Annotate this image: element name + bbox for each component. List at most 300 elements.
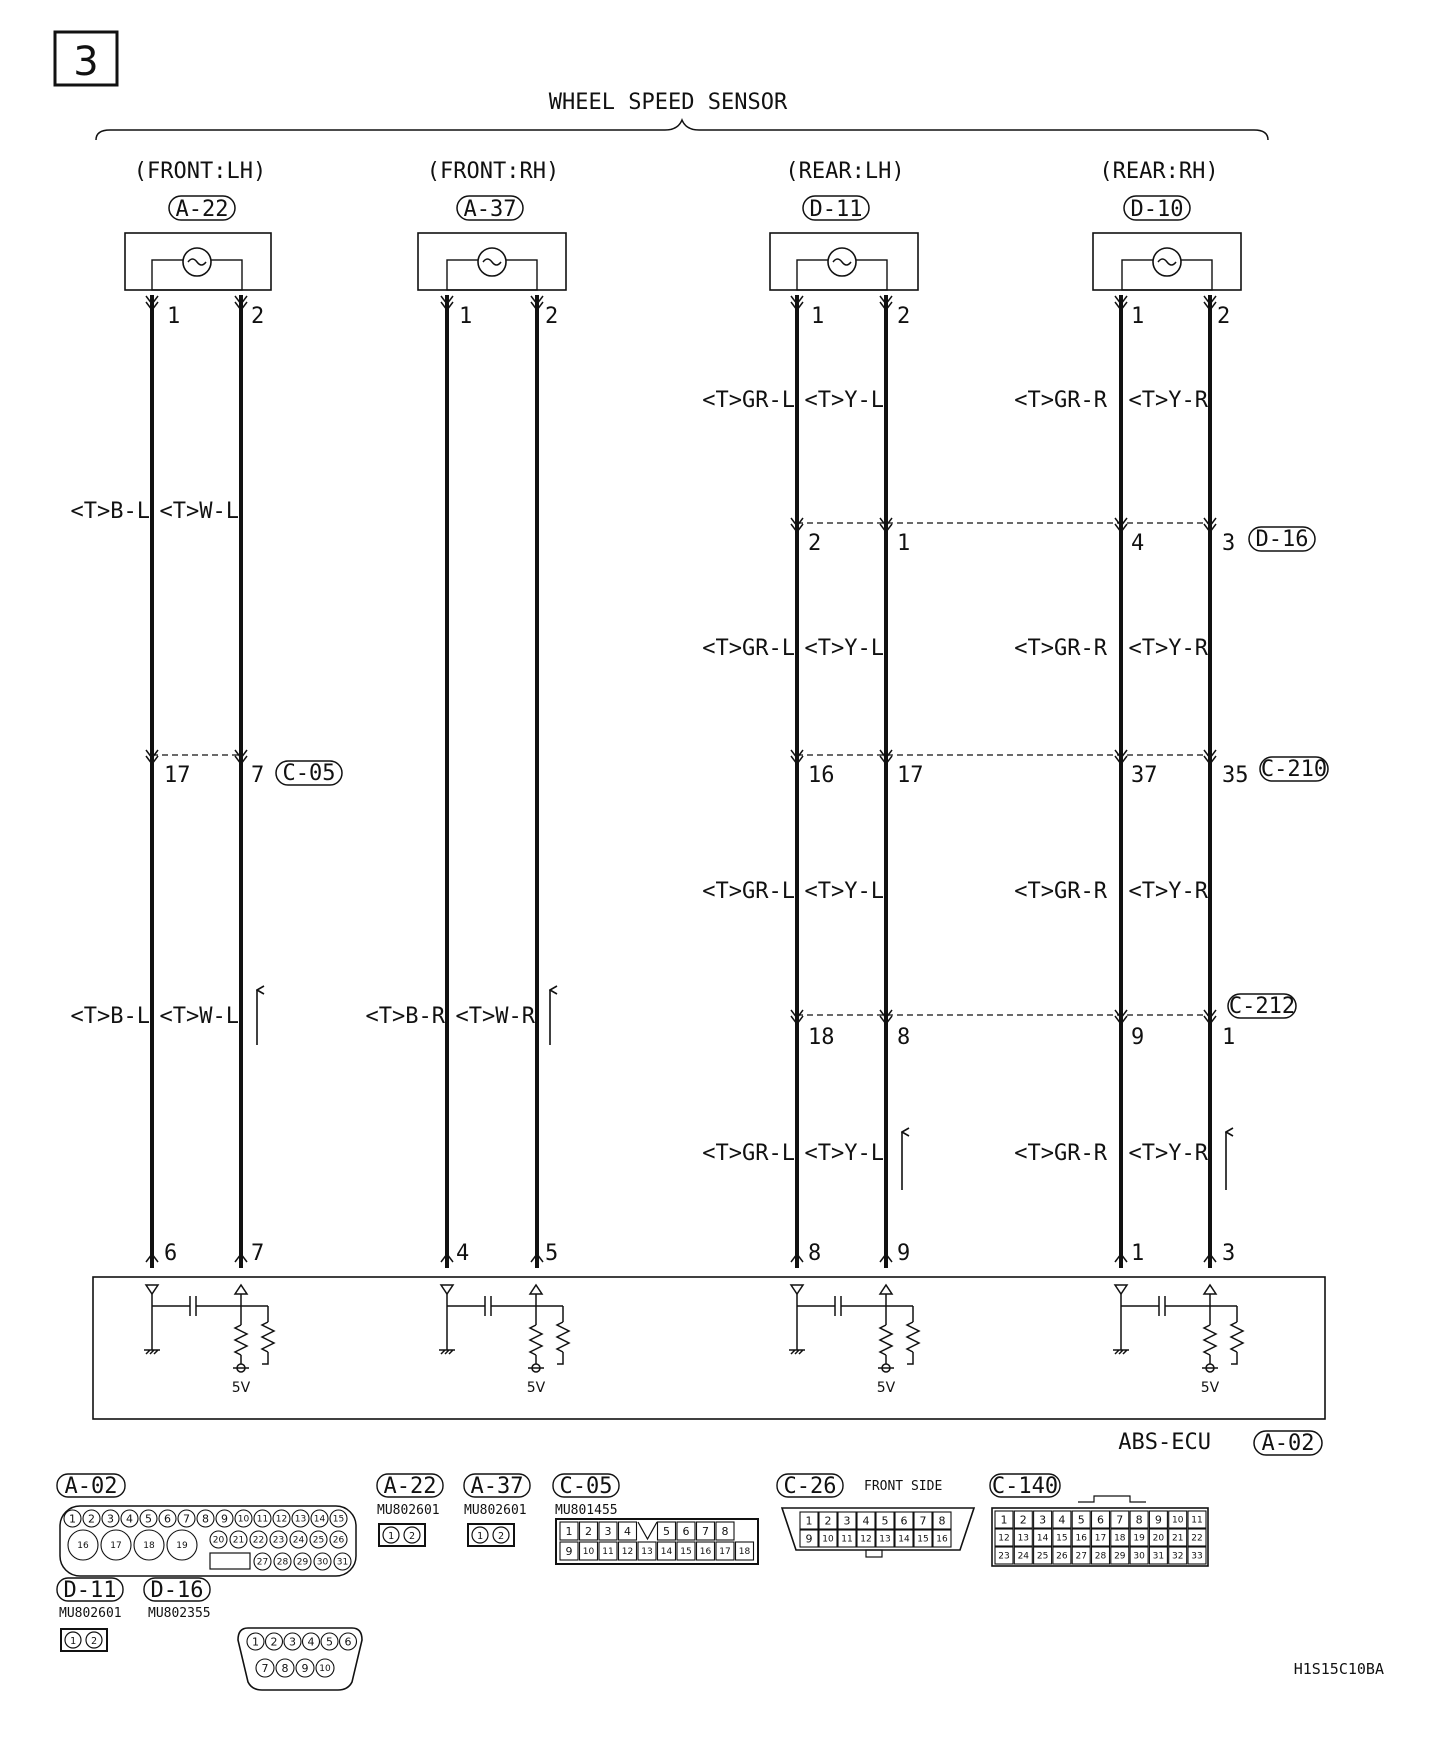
pin-label: 24	[1017, 1551, 1030, 1562]
connector-view-a22	[377, 1474, 443, 1546]
pin-label: 6	[344, 1635, 352, 1649]
pin-label: 18	[143, 1541, 155, 1552]
connector-pin	[296, 1659, 314, 1677]
part-number: MU801455	[555, 1503, 618, 1518]
pin-2: 2	[90, 1636, 98, 1647]
pin-number: 1	[1222, 1025, 1236, 1050]
connector-pin	[270, 1531, 287, 1548]
connector-pin	[857, 1512, 875, 1529]
pin-label: 32	[1171, 1551, 1184, 1562]
pin-2: 2	[251, 304, 265, 329]
pin-label: 6	[1097, 1513, 1104, 1527]
connector-id: C-140	[991, 1474, 1059, 1499]
part-number: MU802601	[59, 1606, 122, 1621]
pin-label: 4	[624, 1524, 631, 1538]
connector-pin	[276, 1659, 294, 1677]
pin-2: 2	[1217, 304, 1231, 329]
pin-label: 22	[1191, 1533, 1203, 1544]
pin-label: 15	[1056, 1533, 1068, 1544]
pin-label: 23	[272, 1535, 285, 1546]
connector-pin	[876, 1512, 894, 1529]
d16-pin-grid	[247, 1633, 357, 1677]
pin-label: 25	[312, 1535, 325, 1546]
connector-pin	[1169, 1511, 1187, 1528]
pin-label: 1	[805, 1514, 813, 1528]
pin-label: 7	[702, 1524, 709, 1538]
connector-pin	[995, 1547, 1013, 1564]
key-mark	[638, 1522, 657, 1539]
pin-1: 1	[387, 1531, 395, 1542]
page-number-box	[55, 32, 117, 85]
pin-label: 25	[1036, 1551, 1049, 1562]
pin-label: 9	[565, 1544, 573, 1558]
connector-pin	[876, 1530, 894, 1547]
connector-pin	[330, 1531, 347, 1548]
connector-pin	[83, 1510, 100, 1527]
connector-pin	[294, 1553, 311, 1570]
connector-pin	[995, 1511, 1013, 1528]
connector-id: A-02	[1261, 1431, 1315, 1456]
pin-label: 23	[998, 1551, 1010, 1562]
ecu-name: ABS-ECU	[1118, 1430, 1211, 1455]
connector-pin	[1130, 1547, 1148, 1564]
pin-label: 24	[292, 1535, 305, 1546]
pin-label: 28	[276, 1557, 289, 1568]
pin-label: 16	[936, 1534, 948, 1545]
pin-number: 17	[897, 763, 924, 788]
pin-label: 1	[1000, 1513, 1008, 1527]
title-brace	[96, 120, 1268, 140]
connector-pin	[933, 1512, 951, 1529]
pin-label: 14	[898, 1534, 910, 1545]
pin-label: 10	[582, 1547, 595, 1558]
connector-pin	[256, 1659, 274, 1677]
pin-label: 12	[275, 1514, 288, 1525]
wire-label: <T>GR-R	[1014, 1141, 1107, 1166]
connector-pin	[273, 1510, 290, 1527]
connector-pin	[1111, 1529, 1129, 1546]
connector-pin	[1014, 1547, 1032, 1564]
pin-number: 17	[164, 763, 191, 788]
pin-label: 2	[88, 1512, 95, 1526]
pin-label: 16	[699, 1547, 712, 1558]
wire-label: <T>Y-L	[804, 388, 884, 413]
connector-pin	[1072, 1547, 1090, 1564]
sensor-position: (REAR:RH)	[1099, 159, 1219, 184]
connector-pin	[274, 1553, 291, 1570]
wire-label: <T>GR-R	[1014, 388, 1107, 413]
pin-label: 5	[145, 1512, 152, 1526]
pin-label: 15	[917, 1534, 929, 1545]
connector-id: A-37	[470, 1474, 524, 1499]
pin-number: 3	[1222, 1241, 1236, 1266]
pin-label: 15	[332, 1514, 345, 1525]
pin-label: 3	[604, 1524, 612, 1538]
connector-id: D-16	[1255, 527, 1309, 552]
connector-pin	[599, 1542, 617, 1560]
wire-label: <T>GR-L	[702, 1141, 795, 1166]
connector-pin	[64, 1510, 81, 1527]
connector-pin	[247, 1633, 264, 1650]
pin-label: 4	[126, 1512, 133, 1526]
connector-pin	[716, 1542, 734, 1560]
wire-label: <T>Y-R	[1128, 636, 1208, 661]
connector-pin	[580, 1542, 598, 1560]
pin-label: 21	[232, 1535, 245, 1546]
pin-label: 10	[319, 1664, 331, 1675]
pin-label: 7	[919, 1514, 927, 1528]
connector-pin	[619, 1542, 637, 1560]
pin-label: 2	[270, 1635, 278, 1649]
connector-pin	[697, 1542, 715, 1560]
pin-label: 33	[1191, 1551, 1203, 1562]
connector-view-c05	[553, 1474, 758, 1564]
pin-label: 14	[1036, 1533, 1049, 1544]
wire-label: <T>Y-L	[804, 1141, 884, 1166]
pin-label: 11	[1191, 1515, 1203, 1526]
pin-label: 4	[862, 1514, 870, 1528]
connector-pin	[1053, 1511, 1071, 1528]
wire-label: <T>Y-R	[1128, 879, 1208, 904]
connector-pin	[819, 1530, 837, 1547]
ecu-pins	[164, 1241, 1235, 1266]
connector-pin	[102, 1510, 119, 1527]
connector-pin	[134, 1530, 164, 1560]
pin-label: 20	[212, 1535, 225, 1546]
connector-id: A-22	[383, 1474, 437, 1499]
connector-pin	[1111, 1511, 1129, 1528]
pin-label: 5	[663, 1524, 670, 1538]
ecu-input-circuit	[144, 1285, 1243, 1372]
connector-pin	[658, 1522, 676, 1540]
connector-pin	[1149, 1511, 1167, 1528]
pin-label: 12	[998, 1533, 1010, 1544]
pin-label: 9	[221, 1512, 228, 1526]
pin-label: 27	[256, 1557, 269, 1568]
pin-label: 14	[313, 1514, 326, 1525]
pin-label: 13	[1017, 1533, 1030, 1544]
connector-pin	[330, 1510, 347, 1527]
pin-label: 10	[822, 1534, 834, 1545]
connector-pin	[1169, 1547, 1187, 1564]
pin-label: 18	[1114, 1533, 1126, 1544]
connector-id: C-05	[559, 1474, 613, 1499]
pin-label: 16	[77, 1541, 89, 1552]
pin-1: 1	[811, 304, 825, 329]
connector-pin	[311, 1510, 328, 1527]
c140-pin-grid	[995, 1511, 1206, 1564]
connector-id: D-11	[809, 197, 863, 222]
pin-number: 3	[1222, 531, 1236, 556]
connector-view-d11	[57, 1578, 123, 1651]
diagram-code: H1S15C10BA	[1293, 1660, 1384, 1678]
connector-pin	[140, 1510, 157, 1527]
pin-label: 29	[1114, 1551, 1126, 1562]
connector-pin	[235, 1510, 252, 1527]
connector-pin	[914, 1512, 932, 1529]
front-side-note: FRONT SIDE	[864, 1479, 943, 1494]
pin-label: 8	[1135, 1513, 1143, 1527]
connector-pin	[284, 1633, 301, 1650]
pin-number: 1	[897, 531, 911, 556]
connector-pin	[933, 1530, 951, 1547]
wire-label: <T>B-L	[70, 1004, 150, 1029]
pin-label: 27	[1075, 1551, 1087, 1562]
wire-label: <T>W-L	[159, 1004, 239, 1029]
pin-number: 8	[897, 1025, 911, 1050]
page-number: 3	[73, 39, 99, 85]
connector-pin	[290, 1531, 307, 1548]
pin-label: 3	[843, 1514, 851, 1528]
connector-pin	[121, 1510, 138, 1527]
wire-label: <T>Y-L	[804, 636, 884, 661]
pin-label: 28	[1094, 1551, 1107, 1562]
pin-label: 26	[332, 1535, 345, 1546]
connector-pin	[1092, 1547, 1110, 1564]
connector-pin	[838, 1530, 856, 1547]
pin-label: 9	[301, 1661, 309, 1675]
connector-pin	[340, 1633, 357, 1650]
connector-pin	[838, 1512, 856, 1529]
connector-pin	[580, 1522, 598, 1540]
pin-label: 15	[680, 1547, 692, 1558]
pin-label: 1	[565, 1524, 573, 1538]
junction-c212	[808, 994, 1296, 1050]
connector-pin	[800, 1530, 818, 1547]
connector-pin	[1092, 1529, 1110, 1546]
pin-number: 9	[1131, 1025, 1145, 1050]
sensor-position: (REAR:LH)	[785, 159, 905, 184]
pin-label: 3	[1039, 1513, 1047, 1527]
connector-pin	[101, 1530, 131, 1560]
pin-number: 4	[456, 1241, 470, 1266]
c05-pin-grid	[560, 1522, 754, 1560]
connector-pin	[1188, 1511, 1206, 1528]
connector-pin	[800, 1512, 818, 1529]
connector-id: A-02	[64, 1474, 118, 1499]
connector-pin	[677, 1522, 695, 1540]
pin-label: 22	[252, 1535, 265, 1546]
wire-label: <T>W-L	[159, 499, 239, 524]
connector-pin	[334, 1553, 351, 1570]
pin-label: 5	[881, 1514, 889, 1528]
pin-label: 10	[237, 1514, 250, 1525]
pin-label: 6	[164, 1512, 171, 1526]
wire-label: <T>B-R	[365, 1004, 445, 1029]
connector-view-d16	[144, 1578, 362, 1690]
connector-pin	[697, 1522, 715, 1540]
wire-label: <T>B-L	[70, 499, 150, 524]
ecu-voltage-labels	[232, 1380, 1220, 1396]
connector-pin	[266, 1633, 283, 1650]
diagram-title: WHEEL SPEED SENSOR	[548, 90, 788, 115]
connector-pin	[1169, 1529, 1187, 1546]
pin-label: 12	[621, 1547, 634, 1558]
pin-1: 1	[459, 304, 473, 329]
wire-label: <T>W-R	[455, 1004, 535, 1029]
pin-label: 31	[336, 1557, 349, 1568]
connector-id: A-37	[463, 197, 517, 222]
connector-pin	[1034, 1511, 1052, 1528]
connector-pin	[1149, 1547, 1167, 1564]
connector-pin	[599, 1522, 617, 1540]
voltage-label: 5V	[231, 1380, 251, 1396]
connector-pin	[995, 1529, 1013, 1546]
pin-label: 31	[1152, 1551, 1165, 1562]
pin-number: 8	[808, 1241, 822, 1266]
pin-1: 1	[476, 1531, 484, 1542]
connector-pin	[250, 1531, 267, 1548]
connector-pin	[321, 1633, 338, 1650]
connector-pin	[1130, 1511, 1148, 1528]
connector-view-c26	[777, 1474, 974, 1557]
sensor-position: (FRONT:RH)	[426, 159, 560, 184]
pin-label: 7	[1116, 1513, 1124, 1527]
connector-pin	[819, 1512, 837, 1529]
pin-label: 5	[326, 1635, 333, 1649]
pin-label: 13	[641, 1547, 653, 1558]
connector-id: C-05	[282, 761, 336, 786]
connector-pin	[1130, 1529, 1148, 1546]
pin-number: 4	[1131, 531, 1145, 556]
connector-pin	[254, 1510, 271, 1527]
pin-label: 9	[805, 1532, 813, 1546]
abs-ecu-label	[1118, 1430, 1322, 1456]
pin-number: 7	[251, 763, 265, 788]
connector-pin	[1092, 1511, 1110, 1528]
connector-pin	[736, 1542, 754, 1560]
part-number: MU802355	[148, 1606, 211, 1621]
pin-label: 1	[252, 1635, 259, 1649]
connector-id: C-212	[1228, 994, 1296, 1019]
pin-number: 37	[1131, 763, 1158, 788]
pin-label: 8	[938, 1514, 946, 1528]
connector-pin	[1072, 1529, 1090, 1546]
pin-label: 5	[1077, 1513, 1085, 1527]
connector-pin	[1149, 1529, 1167, 1546]
connector-pin	[895, 1512, 913, 1529]
wire-label: <T>GR-L	[702, 636, 795, 661]
connector-pin	[310, 1531, 327, 1548]
pin-label: 2	[1019, 1513, 1027, 1527]
connector-pin	[316, 1659, 334, 1677]
connector-pin	[159, 1510, 176, 1527]
connector-pin	[1072, 1511, 1090, 1528]
pin-label: 2	[585, 1524, 592, 1538]
wire-label: <T>Y-L	[804, 879, 884, 904]
pin-label: 21	[1171, 1533, 1184, 1544]
wire-label: <T>Y-R	[1128, 1141, 1208, 1166]
pin-2: 2	[408, 1531, 416, 1542]
voltage-label: 5V	[876, 1380, 896, 1396]
pin-label: 30	[1133, 1551, 1145, 1562]
pin-label: 19	[1133, 1533, 1145, 1544]
pin-label: 7	[261, 1661, 269, 1675]
pin-number: 1	[1131, 1241, 1145, 1266]
pin-label: 13	[294, 1514, 307, 1525]
pin-label: 2	[824, 1514, 832, 1528]
pin-label: 4	[307, 1635, 315, 1649]
pin-label: 11	[602, 1547, 614, 1558]
connector-pin	[658, 1542, 676, 1560]
connector-pin	[1111, 1547, 1129, 1564]
pin-1: 1	[1131, 304, 1145, 329]
connector-pin	[857, 1530, 875, 1547]
pin-label: 1	[69, 1512, 76, 1526]
pin-label: 19	[176, 1541, 188, 1552]
pin-label: 11	[841, 1534, 853, 1545]
pin-label: 8	[202, 1512, 209, 1526]
connector-pin	[314, 1553, 331, 1570]
pin-label: 30	[316, 1557, 329, 1568]
pin-number: 18	[808, 1025, 835, 1050]
connector-pin	[638, 1542, 656, 1560]
abs-ecu-box	[93, 1277, 1325, 1419]
pin-number: 16	[808, 763, 835, 788]
pin-2: 2	[897, 304, 911, 329]
pin-number: 6	[164, 1241, 178, 1266]
pin-label: 8	[721, 1524, 729, 1538]
pin-label: 10	[1171, 1515, 1184, 1526]
pin-label: 14	[660, 1547, 673, 1558]
connector-id: C-210	[1260, 757, 1328, 782]
connector-pin	[167, 1530, 197, 1560]
connector-pin	[68, 1530, 98, 1560]
pin-label: 20	[1152, 1533, 1165, 1544]
pin-label: 29	[296, 1557, 309, 1568]
pin-label: 11	[256, 1514, 269, 1525]
pin-number: 35	[1222, 763, 1249, 788]
wire-label: <T>GR-R	[1014, 879, 1107, 904]
connector-pin	[1034, 1529, 1052, 1546]
sensor-position: (FRONT:LH)	[133, 159, 267, 184]
connector-pin	[1188, 1547, 1206, 1564]
pin-2: 2	[545, 304, 559, 329]
connector-pin	[178, 1510, 195, 1527]
connector-id: D-16	[150, 1578, 204, 1603]
connector-id: C-26	[783, 1474, 837, 1499]
pin-label: 16	[1075, 1533, 1087, 1544]
pin-1: 1	[167, 304, 181, 329]
wire-label: <T>GR-R	[1014, 636, 1107, 661]
wire-label: <T>GR-L	[702, 879, 795, 904]
connector-pin	[1053, 1529, 1071, 1546]
wire-label: <T>Y-R	[1128, 388, 1208, 413]
pin-label: 13	[879, 1534, 891, 1545]
connector-pin	[560, 1522, 578, 1540]
sensor-front-rh	[418, 159, 566, 329]
connector-id: D-10	[1130, 197, 1184, 222]
connector-view-a37	[464, 1474, 530, 1546]
wire-label: <T>GR-L	[702, 388, 795, 413]
pin-label: 17	[1094, 1533, 1107, 1544]
connector-pin	[1034, 1547, 1052, 1564]
pin-number: 2	[808, 531, 822, 556]
pin-label: 4	[1058, 1513, 1066, 1527]
connector-pin	[1014, 1529, 1032, 1546]
voltage-label: 5V	[1200, 1380, 1220, 1396]
voltage-label: 5V	[526, 1380, 546, 1396]
pin-label: 7	[183, 1512, 190, 1526]
connector-pin	[1014, 1511, 1032, 1528]
connector-pin	[619, 1522, 637, 1540]
connector-view-a02	[57, 1474, 356, 1576]
pin-1: 1	[69, 1636, 77, 1647]
pin-label: 3	[107, 1512, 114, 1526]
pin-number: 7	[251, 1241, 265, 1266]
connector-pin	[560, 1542, 578, 1560]
connector-pin	[1053, 1547, 1071, 1564]
